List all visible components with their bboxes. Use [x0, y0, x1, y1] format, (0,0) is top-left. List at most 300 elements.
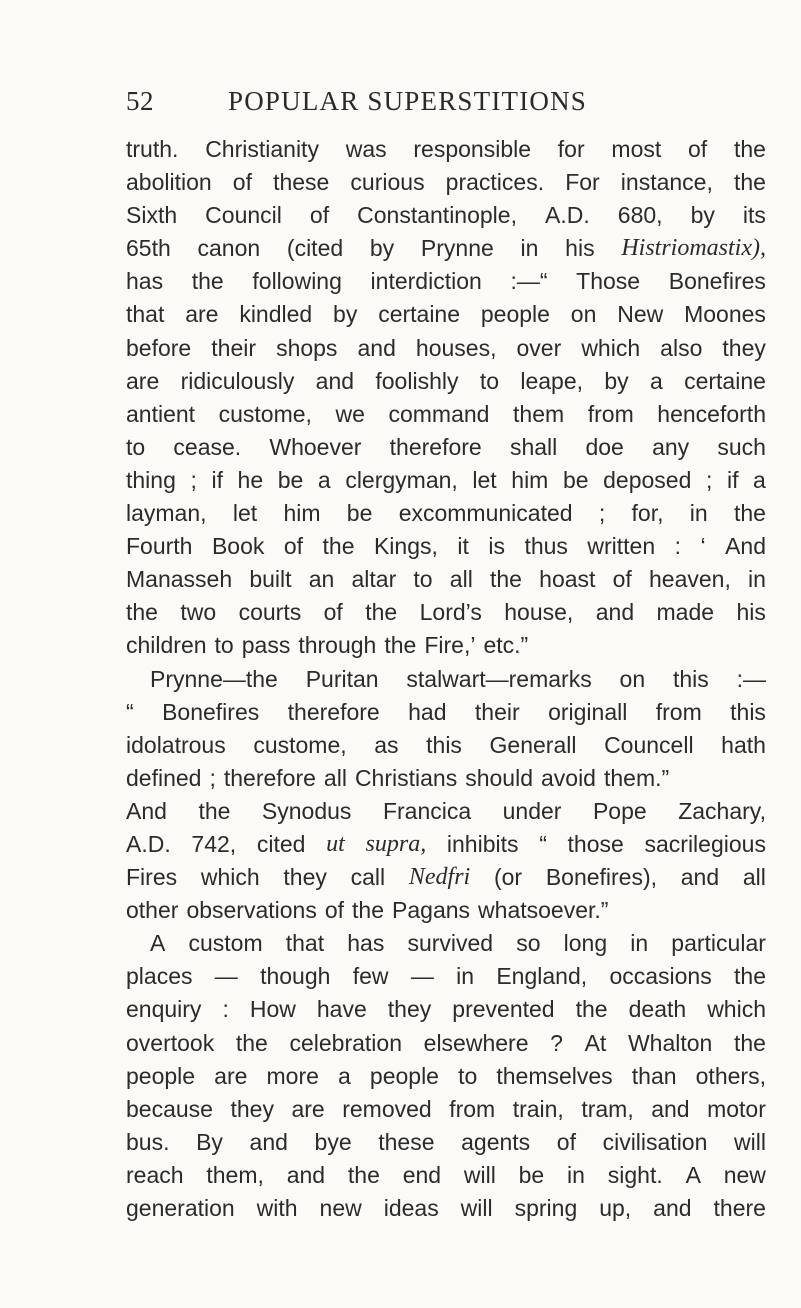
text-word: they	[230, 1095, 274, 1122]
text-word: bus.	[126, 1128, 170, 1155]
text-word: curious	[350, 169, 425, 196]
text-word: enquiry	[126, 996, 202, 1023]
text-word: to	[458, 1062, 478, 1089]
text-word: leape,	[520, 367, 583, 394]
text-word: A	[150, 930, 166, 957]
text-word: ut	[326, 830, 345, 857]
text-word: and	[357, 334, 396, 361]
text-word: Fire,’	[424, 632, 476, 659]
text-word: him	[511, 466, 549, 493]
text-word: Councell	[604, 731, 694, 758]
text-word: overtook	[126, 1029, 215, 1056]
text-word: Fourth	[126, 533, 193, 560]
text-word: children	[126, 632, 207, 659]
text-word: :—“	[510, 268, 548, 295]
text-word: before	[126, 334, 192, 361]
text-word: hath	[721, 731, 766, 758]
text-word: And	[725, 533, 766, 560]
text-word: new	[723, 1161, 766, 1188]
text-word: ;	[598, 500, 606, 527]
text-word: cited	[256, 830, 306, 857]
text-word: new	[319, 1195, 362, 1221]
text-word: through	[298, 632, 377, 659]
text-word: :	[222, 996, 229, 1023]
text-word: long	[563, 930, 608, 957]
text-word: New	[617, 301, 664, 328]
text-word: Generall	[489, 731, 577, 758]
text-word: built	[249, 566, 292, 593]
text-word: of	[283, 533, 304, 560]
text-word: therefore	[223, 764, 316, 791]
text-word: responsible	[413, 136, 532, 162]
text-line	[126, 993, 766, 1026]
text-word: “	[126, 698, 134, 725]
text-word: originall	[548, 698, 628, 725]
text-word: Manasseh	[126, 566, 233, 593]
text-word: if	[211, 466, 223, 493]
text-word: inhibits	[446, 830, 519, 857]
text-line	[126, 927, 766, 960]
text-word: ridiculously	[180, 367, 295, 394]
text-word: At	[584, 1029, 607, 1056]
text-word: 65th	[126, 235, 171, 262]
text-word: particular	[671, 930, 766, 957]
text-word: be	[518, 1161, 545, 1188]
text-word: from	[449, 1095, 496, 1122]
text-line	[126, 166, 766, 199]
text-word: all	[742, 864, 766, 891]
text-word: in	[630, 930, 649, 957]
text-line	[126, 1159, 766, 1192]
running-title: POPULAR SUPERSTITIONS	[228, 86, 588, 116]
text-word: him	[283, 500, 321, 527]
text-word: survived	[407, 930, 494, 957]
text-word: their	[474, 698, 520, 725]
text-line	[126, 629, 766, 662]
text-word: of	[309, 202, 330, 229]
text-word: more	[266, 1062, 319, 1089]
text-word: it	[457, 533, 469, 560]
text-word: on	[570, 301, 597, 328]
text-word: the	[352, 897, 385, 924]
text-word: and	[249, 1128, 288, 1155]
text-word: idolatrous	[126, 731, 226, 758]
text-word: people	[126, 1062, 196, 1089]
text-word: hoast	[539, 566, 596, 593]
text-word: cease.	[173, 433, 242, 460]
text-word: Christians	[354, 764, 458, 791]
text-word: for,	[631, 500, 664, 527]
text-word: two	[180, 599, 217, 626]
text-line	[126, 795, 766, 828]
text-word: —	[410, 963, 434, 990]
text-word: these	[378, 1128, 435, 1155]
text-word: removed	[342, 1095, 432, 1122]
text-word: is	[488, 533, 505, 560]
text-word: therefore	[389, 433, 482, 460]
text-word: Histriomastix),	[621, 235, 766, 262]
text-word: be	[562, 466, 589, 493]
text-word: observations	[186, 897, 317, 924]
text-word: :—	[736, 665, 766, 692]
text-word: any	[652, 433, 690, 460]
text-word: Puritan	[305, 665, 379, 692]
text-word: certaine	[684, 367, 766, 394]
text-word: A.D.	[545, 202, 590, 229]
text-word: in	[456, 963, 475, 990]
text-word: of	[232, 169, 252, 196]
text-word: 742,	[191, 830, 237, 857]
text-word: command	[388, 400, 490, 427]
text-word: the	[733, 1029, 766, 1056]
text-word: certaine	[378, 301, 461, 328]
text-word: Council	[205, 202, 282, 229]
text-word: A	[685, 1161, 701, 1188]
text-word: from	[587, 400, 634, 427]
text-word: in	[748, 566, 766, 593]
text-word: which	[581, 334, 641, 361]
text-word: we	[335, 400, 365, 427]
text-word: for	[557, 136, 585, 162]
text-word: etc.”	[483, 632, 529, 659]
text-word: let	[472, 466, 497, 493]
text-word: to	[214, 632, 234, 659]
text-word: Whoever	[269, 433, 362, 460]
text-line	[126, 663, 766, 696]
text-word: the	[365, 599, 398, 626]
text-word: because	[126, 1095, 213, 1122]
text-word: henceforth	[657, 400, 766, 427]
text-word: written	[587, 533, 656, 560]
text-word: has	[126, 268, 164, 295]
page-header	[126, 86, 766, 126]
text-word: the	[198, 797, 231, 824]
text-word: this	[730, 698, 766, 725]
text-word: of	[688, 136, 708, 162]
text-word: its	[742, 202, 766, 229]
text-word: a	[649, 367, 663, 394]
text-word: interdiction	[370, 268, 482, 295]
text-word: practices.	[445, 169, 545, 196]
text-word: the	[347, 1161, 380, 1188]
text-word: avoid	[540, 764, 596, 791]
text-word: ;	[705, 466, 713, 493]
text-word: Constantinople,	[357, 202, 517, 229]
text-line	[126, 530, 766, 563]
text-word: be	[346, 500, 373, 527]
text-word: Pope	[592, 797, 647, 824]
text-word: the	[322, 533, 355, 560]
text-word: he	[237, 466, 264, 493]
text-word: call	[350, 864, 386, 891]
text-line	[126, 497, 766, 530]
text-word: if	[726, 466, 739, 493]
text-word: all	[449, 566, 473, 593]
text-word: whatsoever.”	[478, 897, 609, 924]
text-word: and	[680, 864, 720, 891]
text-word: the	[191, 268, 224, 295]
text-line	[126, 762, 766, 795]
text-word: of	[323, 599, 343, 626]
text-word: this	[426, 731, 462, 758]
text-word: courts	[238, 599, 302, 626]
text-word: they	[722, 334, 766, 361]
text-word: Fires	[126, 864, 178, 891]
text-word: custom	[188, 930, 263, 957]
text-word: by	[333, 301, 358, 328]
text-word: agents	[461, 1128, 531, 1155]
text-word: How	[249, 996, 296, 1023]
text-word: on	[619, 665, 646, 692]
text-word: will	[463, 1161, 496, 1188]
text-word: are	[291, 1095, 325, 1122]
text-word: to	[126, 433, 146, 460]
text-word: defined	[126, 764, 202, 791]
text-word: are	[214, 1062, 248, 1089]
text-word: which	[200, 864, 260, 891]
text-line	[126, 861, 766, 894]
text-word: thus	[524, 533, 568, 560]
text-word: shall	[509, 433, 558, 460]
text-word: (cited	[286, 235, 344, 262]
text-word: Bonefires	[162, 698, 260, 725]
text-word: have	[316, 996, 367, 1023]
text-word: are	[185, 301, 219, 328]
text-word: such	[717, 433, 766, 460]
text-word: motor	[707, 1095, 766, 1122]
text-word: ;	[209, 764, 216, 791]
text-word: the	[384, 632, 417, 659]
text-word: and	[653, 1195, 692, 1221]
text-line	[126, 265, 766, 298]
text-word: Bonefires	[668, 268, 766, 295]
text-word: the	[734, 963, 766, 990]
text-word: though	[260, 963, 331, 990]
text-line	[126, 729, 766, 762]
text-word: reach	[126, 1161, 184, 1188]
text-word: to	[479, 367, 499, 394]
text-line	[126, 596, 766, 629]
text-word: those	[567, 830, 624, 857]
text-word: that	[126, 301, 165, 328]
text-word: Zachary,	[678, 797, 766, 824]
text-word: Synodus	[261, 797, 352, 824]
text-word: generation	[126, 1195, 235, 1221]
text-word: the	[734, 500, 766, 527]
text-word: with	[256, 1195, 298, 1221]
text-word: should	[465, 764, 533, 791]
text-word: stalwart—remarks	[406, 665, 592, 692]
text-word: the	[235, 1029, 268, 1056]
text-word: occasions	[609, 963, 712, 990]
text-word: they	[283, 864, 327, 891]
text-word: by	[369, 235, 395, 262]
text-word: will	[460, 1195, 493, 1221]
text-word: and	[651, 1095, 690, 1122]
text-word: them	[513, 400, 565, 427]
text-word: following	[252, 268, 342, 295]
text-word: —	[214, 963, 238, 990]
text-word: under	[502, 797, 562, 824]
text-word: custome,	[253, 731, 347, 758]
text-word: them,	[206, 1161, 264, 1188]
text-word: the	[733, 169, 766, 196]
text-word: doe	[585, 433, 624, 460]
text-word: them.”	[603, 764, 670, 791]
text-word: end	[402, 1161, 442, 1188]
text-word: few	[352, 963, 389, 990]
text-line	[126, 1192, 766, 1225]
text-word: therefore	[287, 698, 380, 725]
text-word: so	[516, 930, 541, 957]
text-word: in	[567, 1161, 585, 1188]
text-word: other	[126, 897, 179, 924]
text-word: supra,	[365, 830, 427, 857]
text-word: also	[660, 334, 703, 361]
text-word: in	[520, 235, 539, 262]
text-word: the	[490, 566, 522, 593]
text-word: truth.	[126, 136, 179, 162]
text-word: the	[575, 996, 608, 1023]
text-word: England,	[496, 963, 588, 990]
text-word: shops	[276, 334, 338, 361]
text-word: and	[286, 1161, 326, 1188]
text-word: elsewhere	[423, 1029, 529, 1056]
text-word: was	[345, 136, 387, 162]
text-word: Bonefires),	[545, 864, 658, 891]
text-word: Prynne	[420, 235, 494, 262]
text-word: a	[338, 1062, 351, 1089]
text-line	[126, 894, 766, 927]
text-word: prevented	[452, 996, 555, 1023]
text-word: by	[604, 367, 629, 394]
text-word: A.D.	[126, 830, 171, 857]
text-line	[126, 563, 766, 596]
text-word: :	[674, 533, 681, 560]
text-word: and	[315, 367, 355, 394]
text-line	[126, 696, 766, 729]
text-word: these	[273, 169, 330, 196]
text-word: abolition	[126, 169, 212, 196]
text-word: and	[595, 599, 635, 626]
text-word: the	[126, 599, 158, 626]
text-line	[126, 365, 766, 398]
text-word: civilisation	[602, 1128, 708, 1155]
text-word: his	[565, 235, 595, 262]
text-word: are	[126, 367, 160, 394]
text-line	[126, 332, 766, 365]
text-word: ;	[190, 466, 197, 493]
text-word: thing	[126, 466, 176, 493]
text-word: And	[126, 797, 167, 824]
text-word: custome,	[218, 400, 312, 427]
text-word: death	[628, 996, 687, 1023]
text-word: By	[196, 1128, 223, 1155]
text-word: antient	[126, 400, 196, 427]
text-word: an	[308, 566, 335, 593]
text-word: Sixth	[126, 202, 178, 229]
text-word: kindled	[239, 301, 313, 328]
text-word: deposed	[603, 466, 692, 493]
text-word: to	[413, 566, 433, 593]
text-word: most	[611, 136, 662, 162]
text-word: sacrilegious	[644, 830, 766, 857]
text-line	[126, 398, 766, 431]
text-word: For	[565, 169, 600, 196]
text-word: canon	[197, 235, 261, 262]
text-word: of	[556, 1128, 576, 1155]
text-word: they	[387, 996, 432, 1023]
text-word: sight.	[607, 1161, 663, 1188]
text-word: that	[285, 930, 325, 957]
text-word: pass	[241, 632, 291, 659]
text-word: which	[707, 996, 766, 1023]
text-word: as	[374, 731, 399, 758]
text-word: had	[408, 698, 447, 725]
text-word: of	[612, 566, 632, 593]
text-word: Christianity	[205, 136, 319, 162]
text-word: people	[480, 301, 550, 328]
text-word: excommunicated	[398, 500, 573, 527]
text-word: of	[324, 897, 345, 924]
text-word: by	[690, 202, 715, 229]
text-word: than	[631, 1062, 677, 1089]
text-word: people	[369, 1062, 439, 1089]
text-line	[126, 1060, 766, 1093]
text-word: up,	[599, 1195, 632, 1221]
text-line	[126, 960, 766, 993]
text-word: altar	[351, 566, 397, 593]
text-word: Book	[211, 533, 265, 560]
text-word: in	[689, 500, 708, 527]
text-word: a	[753, 466, 766, 493]
text-word: the	[733, 136, 766, 162]
text-word: from	[655, 698, 702, 725]
text-word: ‘	[700, 533, 706, 560]
text-word: Pagans	[392, 897, 471, 924]
text-word: Francica	[382, 797, 472, 824]
text-word: “	[539, 830, 547, 857]
text-word: over	[516, 334, 562, 361]
text-word: all	[323, 764, 347, 791]
text-word: 680,	[617, 202, 663, 229]
text-word: ideas	[383, 1195, 439, 1221]
text-word: let	[232, 500, 258, 527]
text-line	[126, 1093, 766, 1126]
text-word: others,	[695, 1062, 766, 1089]
text-word: Lord’s	[419, 599, 482, 626]
text-word: bye	[314, 1128, 352, 1155]
text-word: made	[656, 599, 715, 626]
text-word: instance,	[620, 169, 713, 196]
text-word: places	[126, 963, 193, 990]
text-word: Moones	[684, 301, 766, 328]
text-word: has	[347, 930, 385, 957]
text-word: Those	[576, 268, 641, 295]
text-word: Whalton	[627, 1029, 713, 1056]
text-word: clergyman,	[345, 466, 458, 493]
text-line	[126, 464, 766, 497]
text-word: his	[736, 599, 766, 626]
text-word: house,	[504, 599, 574, 626]
text-word: spring	[514, 1195, 578, 1221]
text-word: Nedfri	[408, 864, 471, 891]
text-word: this	[672, 665, 709, 692]
text-word: Prynne—the	[150, 665, 278, 692]
page-number: 52	[126, 86, 154, 116]
text-word: themselves	[496, 1062, 613, 1089]
text-word: foolishly	[375, 367, 459, 394]
